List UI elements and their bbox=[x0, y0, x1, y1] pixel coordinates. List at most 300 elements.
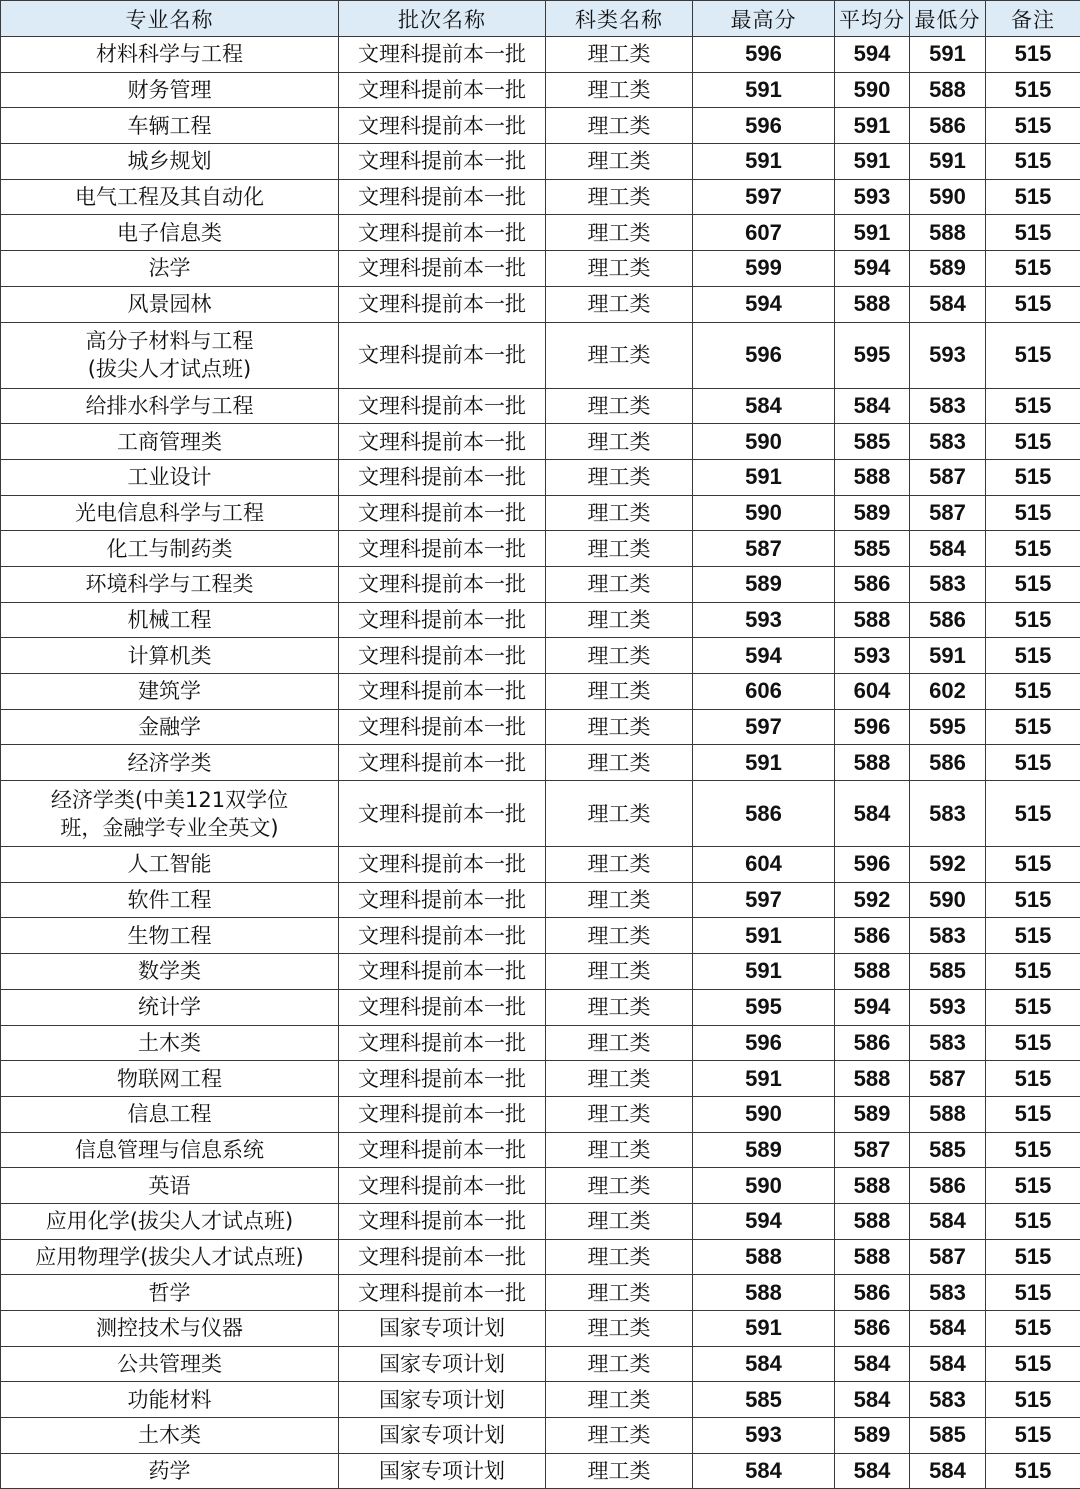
cell-batch: 文理科提前本一批 bbox=[339, 322, 546, 388]
cell-max-score: 597 bbox=[693, 179, 835, 215]
cell-category: 理工类 bbox=[546, 1311, 693, 1347]
cell-major: 信息工程 bbox=[1, 1096, 339, 1132]
cell-min-score: 591 bbox=[910, 638, 986, 674]
cell-avg-score: 591 bbox=[835, 108, 910, 144]
table-row bbox=[1, 495, 1080, 531]
cell-category: 理工类 bbox=[546, 424, 693, 460]
cell-major: 药学 bbox=[1, 1453, 339, 1489]
cell-major: 土木类 bbox=[1, 1025, 339, 1061]
cell-batch: 文理科提前本一批 bbox=[339, 144, 546, 180]
cell-note: 515 bbox=[986, 459, 1080, 495]
cell-batch: 文理科提前本一批 bbox=[339, 674, 546, 710]
cell-min-score: 583 bbox=[910, 781, 986, 847]
cell-max-score: 587 bbox=[693, 531, 835, 567]
cell-major: 法学 bbox=[1, 251, 339, 287]
cell-note: 515 bbox=[986, 108, 1080, 144]
cell-batch: 文理科提前本一批 bbox=[339, 1168, 546, 1204]
cell-category: 理工类 bbox=[546, 286, 693, 322]
cell-major: 土木类 bbox=[1, 1418, 339, 1454]
cell-min-score: 590 bbox=[910, 882, 986, 918]
cell-batch: 文理科提前本一批 bbox=[339, 1025, 546, 1061]
cell-avg-score: 584 bbox=[835, 1346, 910, 1382]
cell-batch: 文理科提前本一批 bbox=[339, 179, 546, 215]
cell-major: 财务管理 bbox=[1, 72, 339, 108]
cell-major: 应用化学(拔尖人才试点班) bbox=[1, 1203, 339, 1239]
cell-category: 理工类 bbox=[546, 1346, 693, 1382]
table-row bbox=[1, 709, 1080, 745]
cell-major: 化工与制药类 bbox=[1, 531, 339, 567]
cell-min-score: 584 bbox=[910, 1203, 986, 1239]
header-avg-score: 平均分 bbox=[835, 1, 910, 37]
cell-min-score: 592 bbox=[910, 847, 986, 883]
cell-category: 理工类 bbox=[546, 566, 693, 602]
cell-note: 515 bbox=[986, 1061, 1080, 1097]
cell-category: 理工类 bbox=[546, 251, 693, 287]
cell-batch: 文理科提前本一批 bbox=[339, 1061, 546, 1097]
cell-batch: 文理科提前本一批 bbox=[339, 424, 546, 460]
cell-min-score: 588 bbox=[910, 1096, 986, 1132]
cell-batch: 国家专项计划 bbox=[339, 1382, 546, 1418]
cell-major: 高分子材料与工程 (拔尖人才试点班) bbox=[1, 322, 339, 388]
cell-avg-score: 584 bbox=[835, 781, 910, 847]
cell-batch: 文理科提前本一批 bbox=[339, 709, 546, 745]
cell-note: 515 bbox=[986, 531, 1080, 567]
cell-min-score: 584 bbox=[910, 531, 986, 567]
cell-category: 理工类 bbox=[546, 638, 693, 674]
cell-note: 515 bbox=[986, 322, 1080, 388]
cell-batch: 文理科提前本一批 bbox=[339, 531, 546, 567]
cell-category: 理工类 bbox=[546, 781, 693, 847]
cell-note: 515 bbox=[986, 251, 1080, 287]
cell-min-score: 585 bbox=[910, 1418, 986, 1454]
cell-note: 515 bbox=[986, 918, 1080, 954]
header-major: 专业名称 bbox=[1, 1, 339, 37]
cell-batch: 文理科提前本一批 bbox=[339, 1203, 546, 1239]
cell-max-score: 591 bbox=[693, 459, 835, 495]
cell-note: 515 bbox=[986, 1275, 1080, 1311]
cell-max-score: 586 bbox=[693, 781, 835, 847]
cell-avg-score: 584 bbox=[835, 1382, 910, 1418]
table-row bbox=[1, 1453, 1080, 1489]
cell-max-score: 597 bbox=[693, 709, 835, 745]
cell-note: 515 bbox=[986, 144, 1080, 180]
cell-avg-score: 593 bbox=[835, 179, 910, 215]
table-row bbox=[1, 602, 1080, 638]
cell-avg-score: 591 bbox=[835, 215, 910, 251]
table-row bbox=[1, 286, 1080, 322]
table-row bbox=[1, 1275, 1080, 1311]
cell-category: 理工类 bbox=[546, 674, 693, 710]
cell-major: 测控技术与仪器 bbox=[1, 1311, 339, 1347]
cell-category: 理工类 bbox=[546, 602, 693, 638]
cell-note: 515 bbox=[986, 847, 1080, 883]
cell-major: 公共管理类 bbox=[1, 1346, 339, 1382]
table-row bbox=[1, 144, 1080, 180]
cell-note: 515 bbox=[986, 1096, 1080, 1132]
cell-category: 理工类 bbox=[546, 1275, 693, 1311]
cell-major: 统计学 bbox=[1, 989, 339, 1025]
table-row bbox=[1, 1203, 1080, 1239]
cell-min-score: 585 bbox=[910, 1132, 986, 1168]
cell-major: 给排水科学与工程 bbox=[1, 388, 339, 424]
cell-max-score: 591 bbox=[693, 1311, 835, 1347]
cell-category: 理工类 bbox=[546, 72, 693, 108]
cell-avg-score: 584 bbox=[835, 388, 910, 424]
cell-avg-score: 594 bbox=[835, 251, 910, 287]
cell-min-score: 584 bbox=[910, 286, 986, 322]
cell-avg-score: 586 bbox=[835, 918, 910, 954]
cell-max-score: 591 bbox=[693, 954, 835, 990]
cell-min-score: 591 bbox=[910, 37, 986, 73]
header-note: 备注 bbox=[986, 1, 1080, 37]
cell-major: 城乡规划 bbox=[1, 144, 339, 180]
cell-major: 英语 bbox=[1, 1168, 339, 1204]
cell-note: 515 bbox=[986, 1382, 1080, 1418]
cell-note: 515 bbox=[986, 566, 1080, 602]
cell-min-score: 583 bbox=[910, 918, 986, 954]
cell-batch: 文理科提前本一批 bbox=[339, 918, 546, 954]
cell-max-score: 591 bbox=[693, 918, 835, 954]
cell-min-score: 586 bbox=[910, 745, 986, 781]
cell-max-score: 588 bbox=[693, 1239, 835, 1275]
cell-min-score: 593 bbox=[910, 322, 986, 388]
cell-max-score: 584 bbox=[693, 1346, 835, 1382]
cell-batch: 文理科提前本一批 bbox=[339, 251, 546, 287]
cell-avg-score: 588 bbox=[835, 459, 910, 495]
cell-max-score: 596 bbox=[693, 37, 835, 73]
cell-avg-score: 590 bbox=[835, 72, 910, 108]
cell-avg-score: 596 bbox=[835, 847, 910, 883]
cell-avg-score: 588 bbox=[835, 1203, 910, 1239]
cell-max-score: 599 bbox=[693, 251, 835, 287]
cell-note: 515 bbox=[986, 602, 1080, 638]
cell-category: 理工类 bbox=[546, 215, 693, 251]
cell-major: 工业设计 bbox=[1, 459, 339, 495]
cell-max-score: 594 bbox=[693, 638, 835, 674]
cell-major: 材料科学与工程 bbox=[1, 37, 339, 73]
cell-note: 515 bbox=[986, 1025, 1080, 1061]
cell-avg-score: 595 bbox=[835, 322, 910, 388]
cell-max-score: 590 bbox=[693, 424, 835, 460]
cell-min-score: 583 bbox=[910, 566, 986, 602]
cell-major: 物联网工程 bbox=[1, 1061, 339, 1097]
cell-avg-score: 585 bbox=[835, 531, 910, 567]
cell-category: 理工类 bbox=[546, 918, 693, 954]
cell-category: 理工类 bbox=[546, 745, 693, 781]
cell-major: 电气工程及其自动化 bbox=[1, 179, 339, 215]
table-row bbox=[1, 424, 1080, 460]
table-row bbox=[1, 745, 1080, 781]
cell-category: 理工类 bbox=[546, 847, 693, 883]
cell-min-score: 588 bbox=[910, 215, 986, 251]
table-row bbox=[1, 918, 1080, 954]
table-row bbox=[1, 1346, 1080, 1382]
cell-avg-score: 588 bbox=[835, 1239, 910, 1275]
table-row bbox=[1, 1061, 1080, 1097]
table-row bbox=[1, 72, 1080, 108]
cell-min-score: 583 bbox=[910, 424, 986, 460]
header-category: 科类名称 bbox=[546, 1, 693, 37]
cell-major: 信息管理与信息系统 bbox=[1, 1132, 339, 1168]
cell-note: 515 bbox=[986, 1239, 1080, 1275]
cell-max-score: 591 bbox=[693, 745, 835, 781]
cell-max-score: 595 bbox=[693, 989, 835, 1025]
cell-min-score: 602 bbox=[910, 674, 986, 710]
table-row bbox=[1, 1311, 1080, 1347]
cell-note: 515 bbox=[986, 745, 1080, 781]
table-row bbox=[1, 566, 1080, 602]
cell-min-score: 587 bbox=[910, 495, 986, 531]
cell-note: 515 bbox=[986, 179, 1080, 215]
cell-batch: 国家专项计划 bbox=[339, 1311, 546, 1347]
cell-major: 经济学类 bbox=[1, 745, 339, 781]
cell-max-score: 593 bbox=[693, 602, 835, 638]
cell-note: 515 bbox=[986, 1346, 1080, 1382]
cell-category: 理工类 bbox=[546, 1061, 693, 1097]
cell-category: 理工类 bbox=[546, 388, 693, 424]
cell-max-score: 588 bbox=[693, 1275, 835, 1311]
cell-batch: 文理科提前本一批 bbox=[339, 989, 546, 1025]
cell-note: 515 bbox=[986, 638, 1080, 674]
cell-avg-score: 584 bbox=[835, 1453, 910, 1489]
cell-avg-score: 604 bbox=[835, 674, 910, 710]
table-row bbox=[1, 37, 1080, 73]
cell-min-score: 593 bbox=[910, 989, 986, 1025]
cell-max-score: 594 bbox=[693, 286, 835, 322]
cell-note: 515 bbox=[986, 286, 1080, 322]
cell-batch: 文理科提前本一批 bbox=[339, 1096, 546, 1132]
cell-major: 生物工程 bbox=[1, 918, 339, 954]
cell-max-score: 596 bbox=[693, 322, 835, 388]
cell-major: 工商管理类 bbox=[1, 424, 339, 460]
cell-batch: 文理科提前本一批 bbox=[339, 72, 546, 108]
cell-avg-score: 588 bbox=[835, 286, 910, 322]
table-header bbox=[1, 1, 1080, 37]
cell-min-score: 583 bbox=[910, 1382, 986, 1418]
cell-avg-score: 589 bbox=[835, 495, 910, 531]
cell-major: 车辆工程 bbox=[1, 108, 339, 144]
table-body bbox=[1, 37, 1080, 1489]
cell-avg-score: 586 bbox=[835, 1275, 910, 1311]
cell-category: 理工类 bbox=[546, 1168, 693, 1204]
cell-min-score: 586 bbox=[910, 108, 986, 144]
cell-note: 515 bbox=[986, 674, 1080, 710]
cell-min-score: 584 bbox=[910, 1346, 986, 1382]
cell-major: 金融学 bbox=[1, 709, 339, 745]
cell-category: 理工类 bbox=[546, 108, 693, 144]
cell-min-score: 587 bbox=[910, 1061, 986, 1097]
cell-major: 功能材料 bbox=[1, 1382, 339, 1418]
cell-category: 理工类 bbox=[546, 459, 693, 495]
cell-avg-score: 589 bbox=[835, 1418, 910, 1454]
cell-major: 数学类 bbox=[1, 954, 339, 990]
cell-batch: 文理科提前本一批 bbox=[339, 602, 546, 638]
cell-min-score: 587 bbox=[910, 1239, 986, 1275]
cell-batch: 文理科提前本一批 bbox=[339, 1132, 546, 1168]
table-row bbox=[1, 108, 1080, 144]
cell-batch: 文理科提前本一批 bbox=[339, 1239, 546, 1275]
cell-note: 515 bbox=[986, 882, 1080, 918]
cell-category: 理工类 bbox=[546, 37, 693, 73]
cell-avg-score: 588 bbox=[835, 1061, 910, 1097]
cell-max-score: 590 bbox=[693, 495, 835, 531]
cell-avg-score: 589 bbox=[835, 1096, 910, 1132]
table-row bbox=[1, 847, 1080, 883]
table-row bbox=[1, 1382, 1080, 1418]
cell-note: 515 bbox=[986, 424, 1080, 460]
cell-avg-score: 588 bbox=[835, 745, 910, 781]
cell-major: 计算机类 bbox=[1, 638, 339, 674]
cell-min-score: 583 bbox=[910, 1025, 986, 1061]
cell-category: 理工类 bbox=[546, 709, 693, 745]
cell-category: 理工类 bbox=[546, 531, 693, 567]
cell-major: 机械工程 bbox=[1, 602, 339, 638]
table-row bbox=[1, 251, 1080, 287]
cell-note: 515 bbox=[986, 37, 1080, 73]
cell-max-score: 584 bbox=[693, 1453, 835, 1489]
cell-batch: 国家专项计划 bbox=[339, 1453, 546, 1489]
cell-category: 理工类 bbox=[546, 989, 693, 1025]
cell-major: 建筑学 bbox=[1, 674, 339, 710]
cell-max-score: 604 bbox=[693, 847, 835, 883]
table-row bbox=[1, 1132, 1080, 1168]
cell-min-score: 584 bbox=[910, 1453, 986, 1489]
cell-max-score: 597 bbox=[693, 882, 835, 918]
cell-note: 515 bbox=[986, 72, 1080, 108]
cell-category: 理工类 bbox=[546, 1382, 693, 1418]
cell-min-score: 590 bbox=[910, 179, 986, 215]
table-row bbox=[1, 674, 1080, 710]
cell-min-score: 584 bbox=[910, 1311, 986, 1347]
table-row bbox=[1, 989, 1080, 1025]
cell-note: 515 bbox=[986, 989, 1080, 1025]
cell-max-score: 594 bbox=[693, 1203, 835, 1239]
cell-major: 人工智能 bbox=[1, 847, 339, 883]
cell-max-score: 591 bbox=[693, 144, 835, 180]
table-row bbox=[1, 638, 1080, 674]
cell-note: 515 bbox=[986, 1311, 1080, 1347]
cell-avg-score: 587 bbox=[835, 1132, 910, 1168]
cell-category: 理工类 bbox=[546, 1453, 693, 1489]
cell-avg-score: 593 bbox=[835, 638, 910, 674]
cell-batch: 文理科提前本一批 bbox=[339, 37, 546, 73]
cell-avg-score: 591 bbox=[835, 144, 910, 180]
cell-min-score: 586 bbox=[910, 602, 986, 638]
cell-batch: 文理科提前本一批 bbox=[339, 108, 546, 144]
cell-batch: 文理科提前本一批 bbox=[339, 954, 546, 990]
cell-avg-score: 586 bbox=[835, 1311, 910, 1347]
cell-min-score: 588 bbox=[910, 72, 986, 108]
cell-note: 515 bbox=[986, 1453, 1080, 1489]
cell-batch: 文理科提前本一批 bbox=[339, 459, 546, 495]
cell-batch: 国家专项计划 bbox=[339, 1418, 546, 1454]
cell-avg-score: 594 bbox=[835, 37, 910, 73]
cell-avg-score: 585 bbox=[835, 424, 910, 460]
cell-category: 理工类 bbox=[546, 954, 693, 990]
cell-category: 理工类 bbox=[546, 495, 693, 531]
header-batch: 批次名称 bbox=[339, 1, 546, 37]
cell-major: 哲学 bbox=[1, 1275, 339, 1311]
cell-note: 515 bbox=[986, 1418, 1080, 1454]
cell-batch: 国家专项计划 bbox=[339, 1346, 546, 1382]
table-row bbox=[1, 1168, 1080, 1204]
cell-category: 理工类 bbox=[546, 322, 693, 388]
cell-category: 理工类 bbox=[546, 1418, 693, 1454]
table-row bbox=[1, 781, 1080, 847]
cell-category: 理工类 bbox=[546, 1096, 693, 1132]
cell-min-score: 587 bbox=[910, 459, 986, 495]
cell-min-score: 595 bbox=[910, 709, 986, 745]
cell-batch: 文理科提前本一批 bbox=[339, 638, 546, 674]
cell-category: 理工类 bbox=[546, 882, 693, 918]
cell-major: 经济学类(中美121双学位 班，金融学专业全英文) bbox=[1, 781, 339, 847]
cell-batch: 文理科提前本一批 bbox=[339, 495, 546, 531]
cell-major: 应用物理学(拔尖人才试点班) bbox=[1, 1239, 339, 1275]
table-row bbox=[1, 882, 1080, 918]
cell-batch: 文理科提前本一批 bbox=[339, 215, 546, 251]
table-row bbox=[1, 179, 1080, 215]
cell-category: 理工类 bbox=[546, 1203, 693, 1239]
header-max-score: 最高分 bbox=[693, 1, 835, 37]
table-row bbox=[1, 322, 1080, 388]
table-row bbox=[1, 1096, 1080, 1132]
cell-min-score: 583 bbox=[910, 1275, 986, 1311]
table-row bbox=[1, 459, 1080, 495]
cell-max-score: 590 bbox=[693, 1168, 835, 1204]
cell-note: 515 bbox=[986, 388, 1080, 424]
cell-note: 515 bbox=[986, 1203, 1080, 1239]
cell-max-score: 589 bbox=[693, 1132, 835, 1168]
cell-batch: 文理科提前本一批 bbox=[339, 388, 546, 424]
cell-avg-score: 586 bbox=[835, 566, 910, 602]
cell-max-score: 593 bbox=[693, 1418, 835, 1454]
cell-batch: 文理科提前本一批 bbox=[339, 745, 546, 781]
cell-max-score: 585 bbox=[693, 1382, 835, 1418]
cell-max-score: 591 bbox=[693, 1061, 835, 1097]
cell-batch: 文理科提前本一批 bbox=[339, 882, 546, 918]
cell-min-score: 591 bbox=[910, 144, 986, 180]
cell-batch: 文理科提前本一批 bbox=[339, 847, 546, 883]
cell-category: 理工类 bbox=[546, 1132, 693, 1168]
cell-max-score: 589 bbox=[693, 566, 835, 602]
cell-min-score: 585 bbox=[910, 954, 986, 990]
cell-major: 光电信息科学与工程 bbox=[1, 495, 339, 531]
cell-note: 515 bbox=[986, 1168, 1080, 1204]
cell-category: 理工类 bbox=[546, 144, 693, 180]
cell-min-score: 583 bbox=[910, 388, 986, 424]
cell-category: 理工类 bbox=[546, 1025, 693, 1061]
cell-batch: 文理科提前本一批 bbox=[339, 566, 546, 602]
cell-note: 515 bbox=[986, 781, 1080, 847]
cell-avg-score: 588 bbox=[835, 954, 910, 990]
cell-max-score: 591 bbox=[693, 72, 835, 108]
cell-min-score: 586 bbox=[910, 1168, 986, 1204]
cell-avg-score: 594 bbox=[835, 989, 910, 1025]
cell-note: 515 bbox=[986, 709, 1080, 745]
cell-major: 软件工程 bbox=[1, 882, 339, 918]
table-row bbox=[1, 1239, 1080, 1275]
cell-category: 理工类 bbox=[546, 1239, 693, 1275]
cell-avg-score: 588 bbox=[835, 1168, 910, 1204]
cell-major: 风景园林 bbox=[1, 286, 339, 322]
cell-max-score: 590 bbox=[693, 1096, 835, 1132]
header-min-score: 最低分 bbox=[910, 1, 986, 37]
cell-min-score: 589 bbox=[910, 251, 986, 287]
cell-max-score: 596 bbox=[693, 108, 835, 144]
table-row bbox=[1, 215, 1080, 251]
cell-note: 515 bbox=[986, 495, 1080, 531]
cell-category: 理工类 bbox=[546, 179, 693, 215]
